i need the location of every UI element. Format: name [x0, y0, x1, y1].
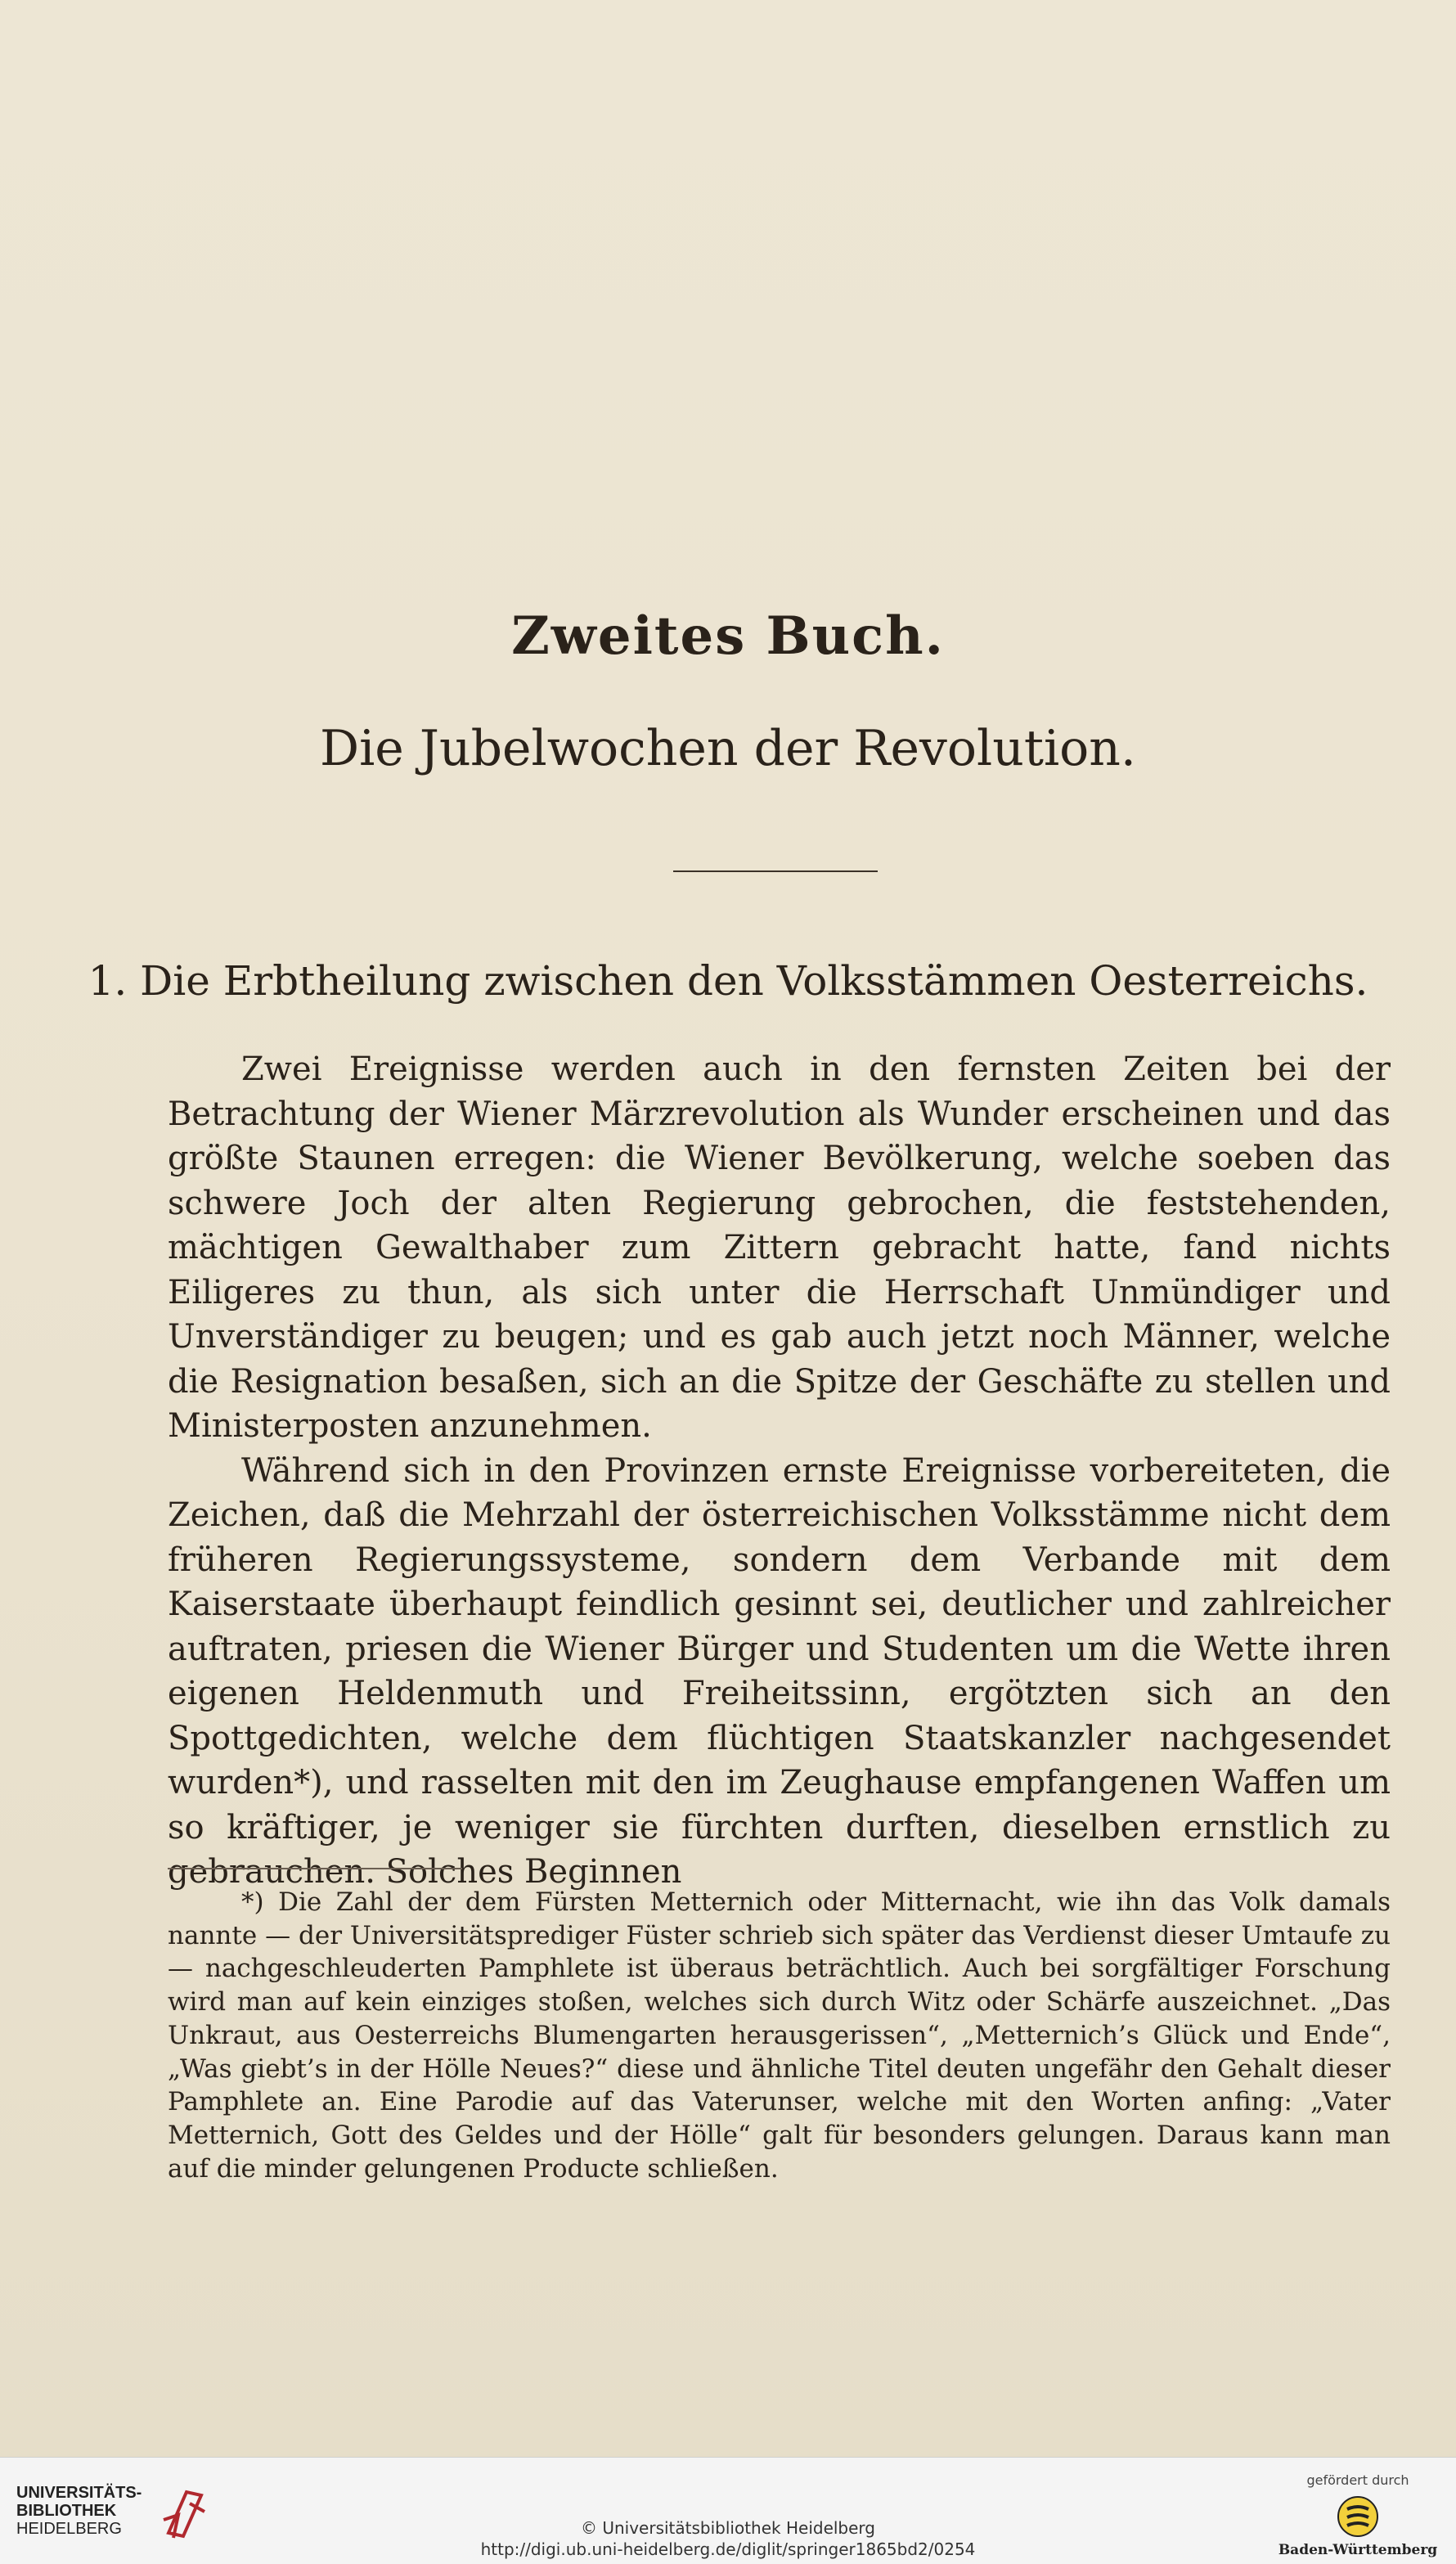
funding-label: gefördert durch — [1306, 2472, 1409, 2488]
footnote — [168, 1886, 1391, 2185]
body-text — [168, 1047, 1391, 1895]
digitization-footer — [0, 2457, 1456, 2564]
library-name: UNIVERSITÄTS- BIBLIOTHEK HEIDELBERG — [16, 2484, 142, 2538]
book-subtitle: Die Jubelwochen der Revolution. — [320, 720, 1136, 777]
book-title: Zweites Buch. — [511, 605, 945, 667]
body-paragraph-1: Zwei Ereignisse werden auch in den fernsten Zeiten bei der Betrachtung der Wiener Märzrevolution als Wunder erscheinen und das größte Staunen erregen: die Wiener Bevölkerung, welche soeben das schwere Joch der alten Regierung gebrochen, die feststehenden, mächtigen Gewalthaber zum Zittern gebracht hatte, fand nichts Eiligeres zu thun, als sich unter die Herrschaft Unmündiger und Unverständiger zu beugen; und es gab auch jetzt noch Männer, welche die Resignation besaßen, sich an die Spitze der Geschäfte zu stellen und Ministerposten anzunehmen. — [168, 1050, 1391, 1445]
baden-wuerttemberg-crest-icon — [1336, 2494, 1380, 2539]
funding-block — [1276, 2472, 1440, 2558]
footnote-text: *) Die Zahl der dem Fürsten Metternich oder Mitternacht, wie ihn das Volk damals nannte — der Universitätsprediger Füster schrieb sich später das Verdienst dieser Umtaufe zu — nachgeschleuderten Pamphlete ist überaus beträchtlich. Auch bei sorgfältiger Forschung wird man auf kein einziges stoßen, welches sich durch Witz oder Schärfe auszeichnet. „Das Unkraut, aus Oesterreichs Blumengarten herausgerissen“, „Metternich’s Glück und Ende“, „Was giebt’s in der Hölle Neues?“ diese und ähnliche Titel deuten ungefähr den Gehalt dieser Pamphlete an. Eine Parodie auf das Vaterunser, welche mit den Worten anfing: „Vater Metternich, Gott des Geldes und der Hölle“ galt für besonders gelungen. Daraus kann man auf die minder gelungenen Producte schließen. — [168, 1887, 1391, 2184]
copyright-notice: © Universitätsbibliothek Heidelberg — [580, 2518, 875, 2538]
footnote-divider — [168, 1868, 462, 1869]
title-divider — [673, 870, 878, 872]
permalink[interactable]: http://digi.ub.uni-heidelberg.de/diglit/springer1865bd2/0254 — [480, 2539, 976, 2559]
funding-state: Baden-Württemberg — [1278, 2542, 1438, 2558]
section-heading: 1. Die Erbtheilung zwischen den Volksstämmen Oesterreichs. — [88, 957, 1368, 1005]
body-paragraph-2: Während sich in den Provinzen ernste Ereignisse vorbereiteten, die Zeichen, daß die Mehrzahl der österreichischen Volksstämme nicht dem früheren Regierungssysteme, sondern dem Verbande mit dem Kaiserstaate überhaupt feindlich gesinnt sei, deutlicher und zahlreicher auftraten, priesen die Wiener Bürger und Studenten um die Wette ihren eigenen Heldenmuth und Freiheitssinn, ergötzten sich an den Spottgedichten, welche dem flüchtigen Staatskanzler nachgesendet wurden*), und rasselten mit den im Zeughause empfangenen Waffen um so kräftiger, je weniger sie fürchten durften, dieselben ernstlich zu gebrauchen. Solches Beginnen — [168, 1451, 1391, 1891]
